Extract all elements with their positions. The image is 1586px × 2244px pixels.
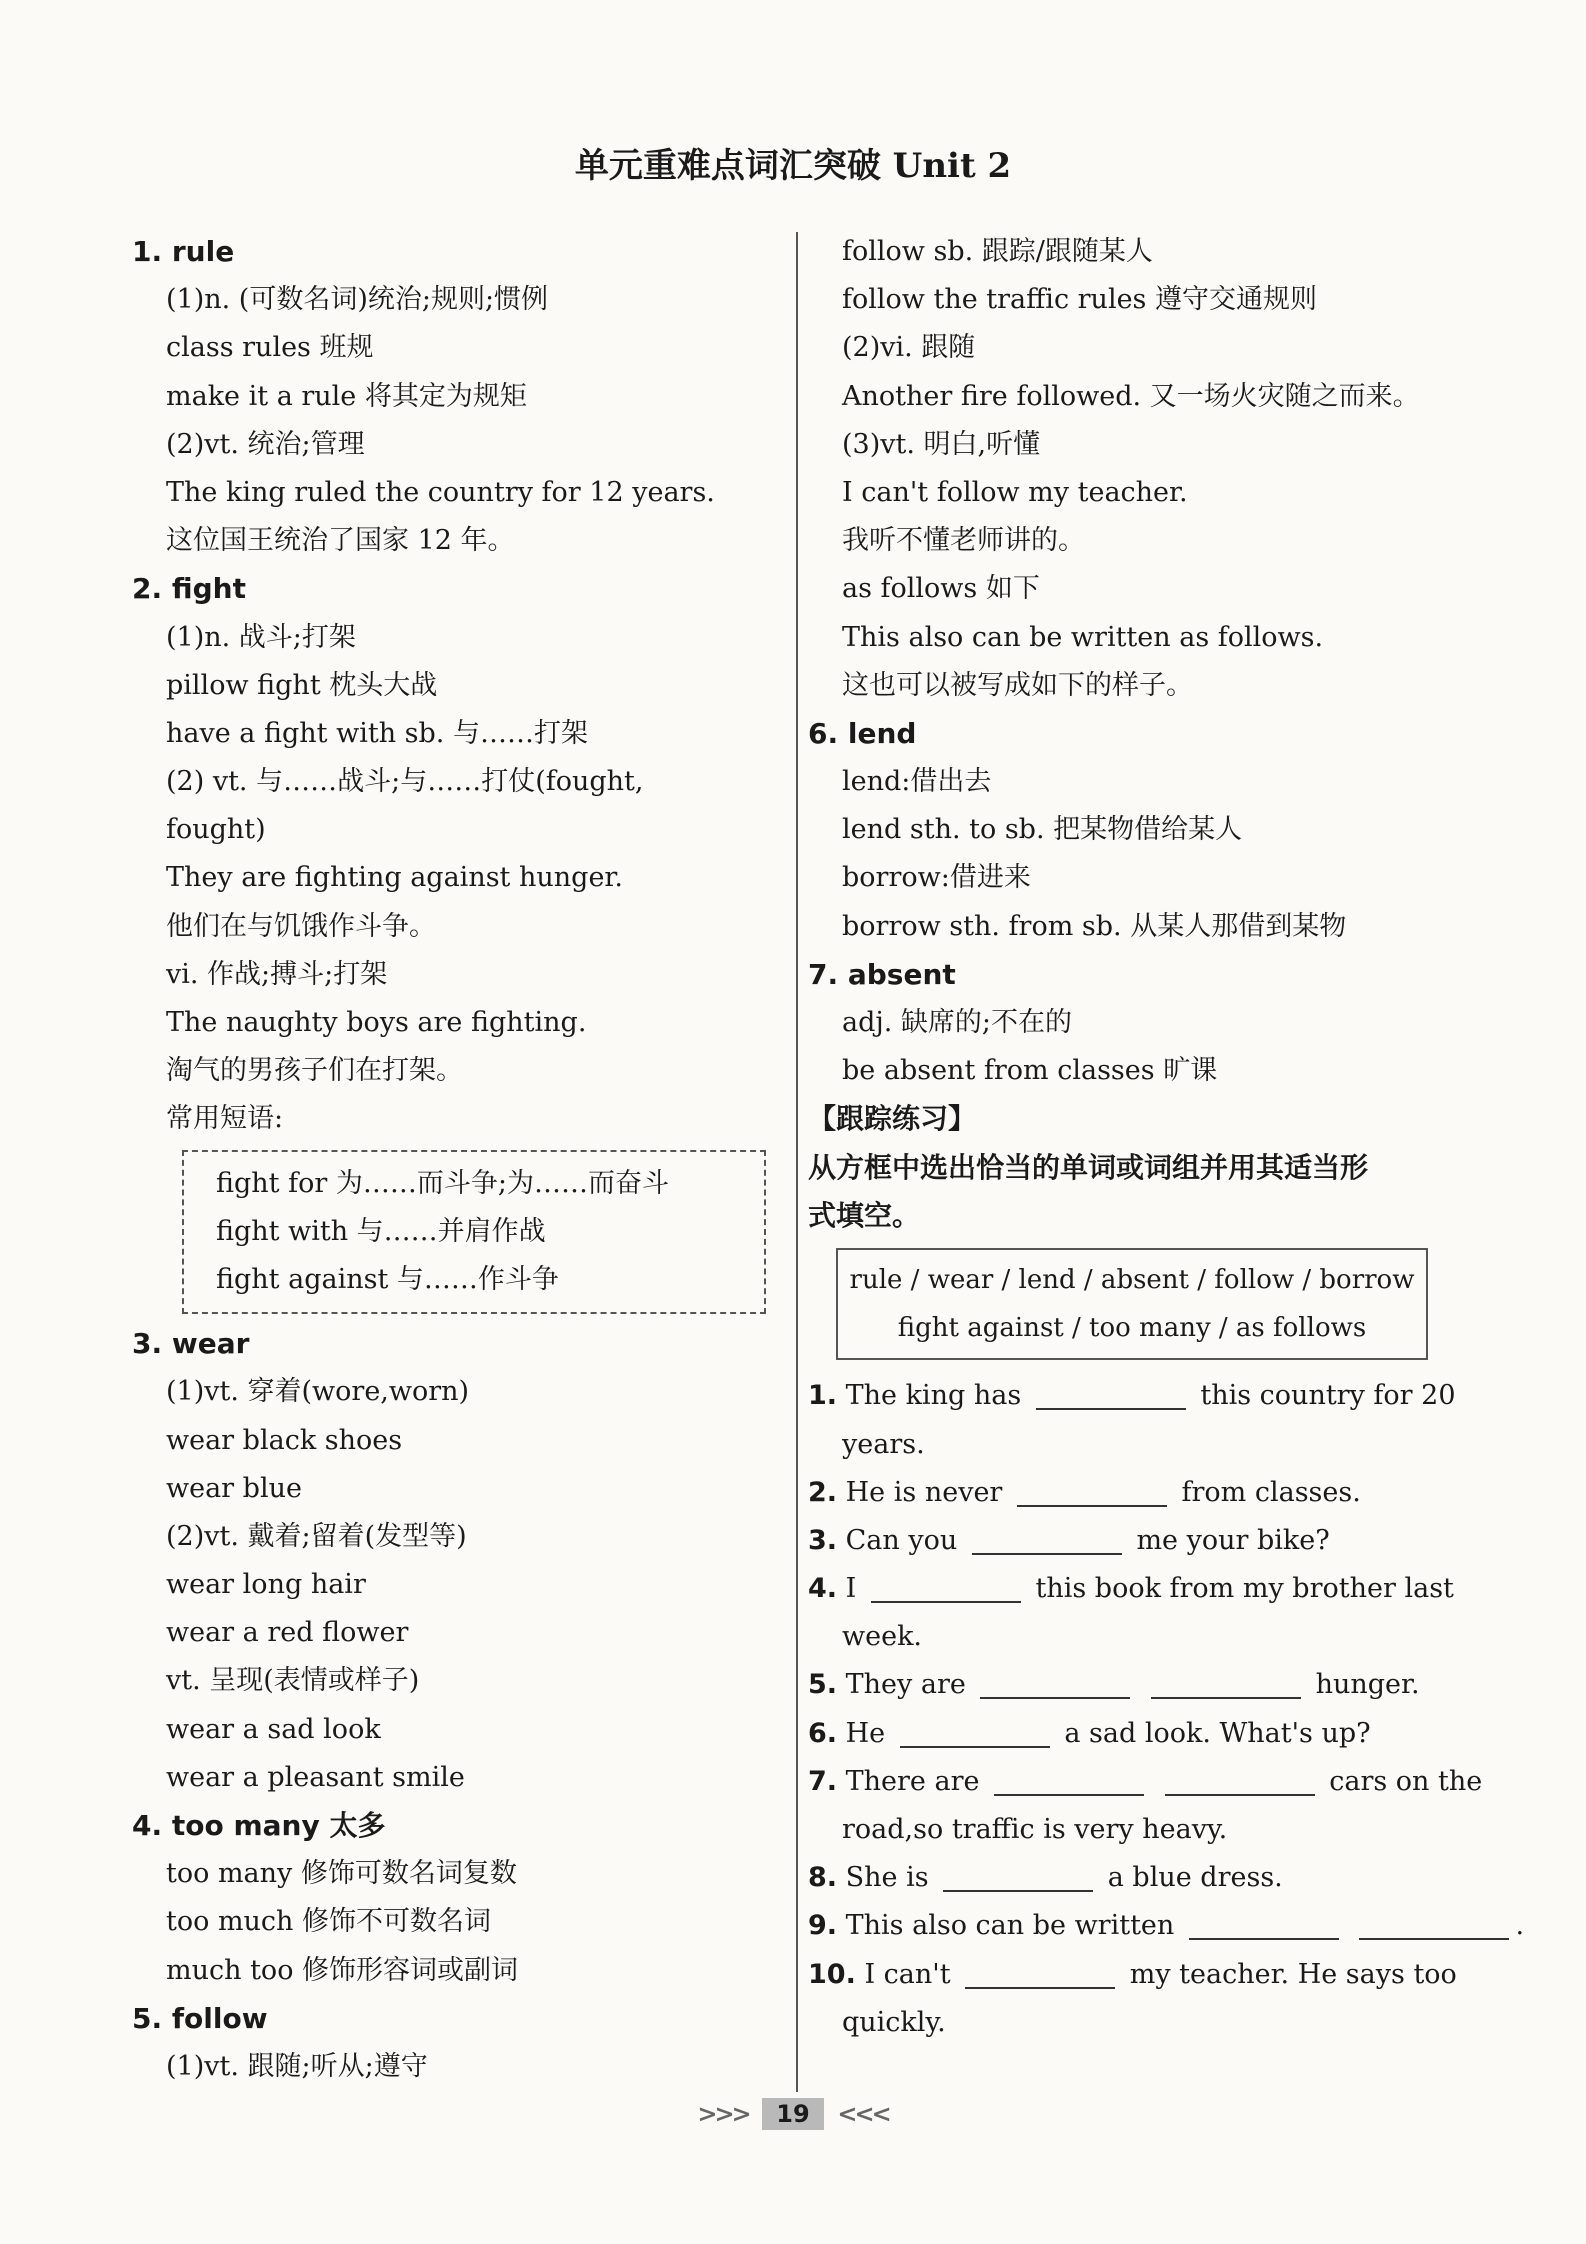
- exercise-text: He: [845, 1717, 894, 1749]
- phrase-item: fight with 与……并肩作战: [216, 1215, 546, 1247]
- text-line: wear blue: [166, 1472, 302, 1504]
- text-line: be absent from classes 旷课: [842, 1055, 1218, 1087]
- vocab-heading: 1. rule: [132, 235, 235, 268]
- page-number: 19: [762, 2098, 823, 2130]
- exercise-text: I can't: [864, 1958, 960, 1990]
- exercise-text: This also can be written: [845, 1910, 1183, 1942]
- exercise-item: [808, 1902, 1525, 1950]
- answer-blank[interactable]: [900, 1716, 1050, 1748]
- answer-blank[interactable]: [1165, 1764, 1315, 1796]
- text-line: class rules 班规: [166, 332, 374, 364]
- exercise-text: hunger.: [1307, 1669, 1420, 1701]
- text-line: They are fighting against hunger.: [166, 862, 623, 894]
- answer-blank[interactable]: [994, 1764, 1144, 1796]
- text-line: (2)vt. 戴着;留着(发型等): [166, 1520, 467, 1552]
- text-line: wear a red flower: [166, 1617, 409, 1649]
- exercise-text: this country for 20: [1191, 1380, 1456, 1412]
- exercise-text: from classes.: [1172, 1476, 1361, 1508]
- exercise-text: a sad look. What's up?: [1055, 1717, 1371, 1749]
- exercise-continuation: week.: [842, 1621, 923, 1653]
- exercise-number: 4.: [808, 1573, 838, 1605]
- text-line: borrow:借进来: [842, 862, 1031, 894]
- answer-blank[interactable]: [1017, 1475, 1167, 1507]
- text-line: (1)vt. 穿着(wore,worn): [166, 1376, 470, 1408]
- vocab-heading: 2. fight: [132, 572, 246, 606]
- exercise-number: 9.: [808, 1910, 838, 1942]
- text-line: too much 修饰不可数名词: [166, 1906, 492, 1938]
- text-line: lend sth. to sb. 把某物借给某人: [842, 814, 1243, 846]
- vocab-heading: 4. too many 太多: [132, 1809, 386, 1842]
- exercise-number: 6.: [808, 1717, 838, 1749]
- text-line: (2) vt. 与……战斗;与……打仗(fought,: [166, 766, 644, 798]
- column-divider: [796, 232, 798, 2092]
- left-arrows-icon: <<<: [837, 2099, 889, 2128]
- vocab-heading: 5. follow: [132, 2001, 268, 2035]
- page-footer: [0, 2098, 1586, 2130]
- exercise-text: [1150, 1766, 1159, 1797]
- text-line: This also can be written as follows.: [842, 621, 1324, 653]
- text-line: lend:借出去: [842, 766, 992, 798]
- text-line: fought): [166, 814, 266, 846]
- text-line: (3)vt. 明白,听懂: [842, 428, 1041, 460]
- exercise-text: this book from my brother last: [1026, 1573, 1454, 1605]
- exercise-text: .: [1515, 1910, 1525, 1942]
- exercise-item: [808, 1661, 1458, 1709]
- exercise-text: cars on the: [1320, 1765, 1483, 1797]
- left-column: [132, 228, 782, 2091]
- text-line: follow the traffic rules 遵守交通规则: [842, 284, 1317, 316]
- answer-blank[interactable]: [943, 1860, 1093, 1892]
- text-line: The naughty boys are fighting.: [166, 1007, 587, 1038]
- answer-blank[interactable]: [1036, 1378, 1186, 1410]
- exercise-continuation: years.: [842, 1428, 925, 1460]
- vocab-heading: 6. lend: [808, 716, 917, 750]
- text-line: (1)vt. 跟随;听从;遵守: [166, 2050, 428, 2082]
- exercise-text: me your bike?: [1127, 1524, 1330, 1556]
- text-line: have a fight with sb. 与……打架: [166, 717, 588, 749]
- section-heading: 式填空。: [808, 1198, 921, 1232]
- exercise-item: [808, 1469, 1458, 1517]
- text-line: 常用短语:: [166, 1103, 284, 1135]
- word-bank-line: fight against / too many / as follows: [897, 1313, 1367, 1344]
- text-line: much too 修饰形容词或副词: [166, 1954, 519, 1986]
- exercise-number: 8.: [808, 1862, 838, 1894]
- answer-blank[interactable]: [871, 1571, 1021, 1603]
- text-line: too many 修饰可数名词复数: [166, 1858, 517, 1890]
- exercise-item: [808, 1710, 1458, 1758]
- exercise-number: 2.: [808, 1476, 838, 1508]
- text-line: 这也可以被写成如下的样子。: [842, 669, 1193, 701]
- text-line: as follows 如下: [842, 573, 1040, 605]
- phrase-item: fight against 与……作斗争: [216, 1263, 559, 1295]
- exercise-text: I: [845, 1573, 865, 1605]
- answer-blank[interactable]: [1189, 1908, 1339, 1940]
- exercise-text: Can you: [845, 1524, 966, 1556]
- exercise-number: 1.: [808, 1380, 838, 1412]
- text-line: (2)vi. 跟随: [842, 332, 976, 364]
- text-line: wear a sad look: [166, 1713, 381, 1745]
- text-line: wear long hair: [166, 1569, 366, 1601]
- exercise-item: [808, 1565, 1458, 1613]
- word-bank-line: rule / wear / lend / absent / follow / borrow: [849, 1264, 1415, 1295]
- section-heading: 从方框中选出恰当的单词或词组并用其适当形: [808, 1150, 1369, 1184]
- text-line: wear a pleasant smile: [166, 1761, 465, 1793]
- word-bank-box: [836, 1248, 1428, 1360]
- text-line: (1)n. 战斗;打架: [166, 621, 356, 653]
- text-line: make it a rule 将其定为规矩: [166, 380, 527, 412]
- phrase-box: [182, 1150, 766, 1315]
- exercise-number: 10.: [808, 1958, 856, 1990]
- exercise-item: [808, 1951, 1458, 1999]
- exercise-text: She is: [845, 1862, 938, 1894]
- text-line: pillow fight 枕头大战: [166, 669, 438, 701]
- vocab-heading: 7. absent: [808, 957, 956, 991]
- exercise-item: [808, 1372, 1458, 1420]
- text-line: 这位国王统治了国家 12 年。: [166, 525, 515, 557]
- right-column: [808, 228, 1525, 2047]
- text-line: adj. 缺席的;不在的: [842, 1007, 1073, 1038]
- section-heading: 【跟踪练习】: [808, 1102, 977, 1136]
- exercise-text: [1345, 1910, 1354, 1941]
- exercise-text: He is never: [845, 1476, 1011, 1508]
- answer-blank[interactable]: [965, 1957, 1115, 1989]
- text-line: vt. 呈现(表情或样子): [166, 1665, 420, 1697]
- answer-blank[interactable]: [980, 1667, 1130, 1699]
- exercise-continuation: quickly.: [842, 2006, 946, 2038]
- exercise-text: The king has: [845, 1380, 1030, 1412]
- exercise-text: my teacher. He says too: [1121, 1958, 1457, 1990]
- vocab-heading: 3. wear: [132, 1327, 250, 1361]
- text-line: borrow sth. from sb. 从某人那借到某物: [842, 910, 1347, 942]
- right-arrows-icon: >>>: [697, 2099, 749, 2128]
- exercise-text: They are: [845, 1669, 975, 1701]
- text-line: 我听不懂老师讲的。: [842, 525, 1085, 557]
- exercise-text: [1136, 1669, 1145, 1700]
- exercise-list: [808, 1372, 1525, 2047]
- page-title: 单元重难点词汇突破 Unit 2: [574, 146, 1012, 186]
- text-line: wear black shoes: [166, 1424, 403, 1456]
- text-line: I can't follow my teacher.: [842, 476, 1188, 508]
- exercise-number: 3.: [808, 1524, 838, 1556]
- text-line: (2)vt. 统治;管理: [166, 428, 365, 460]
- text-line: vi. 作战;搏斗;打架: [166, 958, 388, 990]
- answer-blank[interactable]: [1359, 1908, 1509, 1940]
- text-line: Another fire followed. 又一场火灾随之而来。: [842, 380, 1420, 412]
- answer-blank[interactable]: [972, 1523, 1122, 1555]
- exercise-text: There are: [845, 1765, 989, 1797]
- exercise-number: 7.: [808, 1765, 838, 1797]
- text-line: (1)n. (可数名词)统治;规则;惯例: [166, 284, 549, 316]
- text-line: 他们在与饥饿作斗争。: [166, 910, 436, 942]
- exercise-item: [808, 1854, 1458, 1902]
- text-line: follow sb. 跟踪/跟随某人: [842, 236, 1153, 267]
- exercise-item: [808, 1758, 1483, 1806]
- exercise-text: a blue dress.: [1099, 1862, 1283, 1894]
- exercise-number: 5.: [808, 1669, 838, 1701]
- text-line: The king ruled the country for 12 years.: [166, 476, 715, 508]
- exercise-continuation: road,so traffic is very heavy.: [842, 1814, 1228, 1845]
- exercise-item: [808, 1517, 1458, 1565]
- text-line: 淘气的男孩子们在打架。: [166, 1055, 463, 1087]
- phrase-item: fight for 为……而斗争;为……而奋斗: [216, 1167, 669, 1199]
- answer-blank[interactable]: [1151, 1667, 1301, 1699]
